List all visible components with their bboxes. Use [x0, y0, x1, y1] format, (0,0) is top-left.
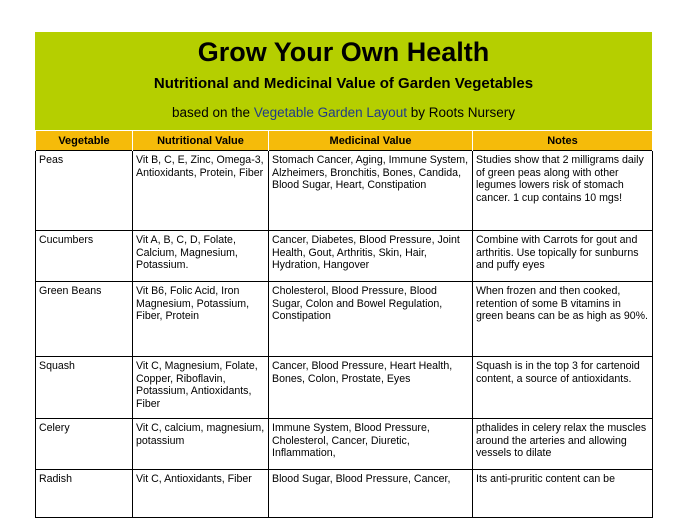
- nutritional-cell: Vit C, Antioxidants, Fiber: [133, 470, 269, 518]
- notes-cell: Squash is in the top 3 for cartenoid content, a source of antioxidants.: [473, 357, 653, 419]
- medicinal-cell: Immune System, Blood Pressure, Cholesterol, Cancer, Diuretic, Inflammation,: [269, 419, 473, 470]
- vegetable-cell: Cucumbers: [36, 231, 133, 282]
- table-row: [36, 470, 653, 518]
- vegetable-cell: Squash: [36, 357, 133, 419]
- vegetable-cell: Green Beans: [36, 282, 133, 357]
- header-banner: [35, 32, 652, 130]
- column-header-medicinal-value: Medicinal Value: [269, 131, 473, 151]
- byline-prefix: based on the: [172, 105, 254, 120]
- medicinal-cell: Blood Sugar, Blood Pressure, Cancer,: [269, 470, 473, 518]
- vegetable-cell: Radish: [36, 470, 133, 518]
- vegetable-cell: Celery: [36, 419, 133, 470]
- table-row: [36, 282, 653, 357]
- page-subtitle: Nutritional and Medicinal Value of Garden Vegetables: [153, 75, 534, 92]
- table-row: [36, 419, 653, 470]
- vegetable-garden-layout-link[interactable]: Vegetable Garden Layout: [253, 105, 407, 120]
- column-header-vegetable: Vegetable: [36, 131, 133, 151]
- notes-cell: When frozen and then cooked, retention of some B vitamins in green beans can be as high as 90%.: [473, 282, 653, 357]
- nutritional-cell: Vit A, B, C, D, Folate, Calcium, Magnesium, Potassium.: [133, 231, 269, 282]
- vegetable-table: [35, 131, 653, 518]
- table-row: [36, 357, 653, 419]
- page-title: Grow Your Own Health: [197, 37, 490, 67]
- medicinal-cell: Cancer, Diabetes, Blood Pressure, Joint Health, Gout, Arthritis, Skin, Hair, Hydration, Hangover: [269, 231, 473, 282]
- medicinal-cell: Stomach Cancer, Aging, Immune System, Alzheimers, Bronchitis, Bones, Candida, Blood Sugar, Heart, Constipation: [269, 151, 473, 231]
- nutritional-cell: Vit C, Magnesium, Folate, Copper, Riboflavin, Potassium, Antioxidants, Fiber: [133, 357, 269, 419]
- byline-suffix: by Roots Nursery: [406, 105, 515, 120]
- column-header-nutritional-value: Nutritional Value: [133, 131, 269, 151]
- notes-cell: Studies show that 2 milligrams daily of green peas along with other legumes lowers risk of stomach cancer. 1 cup contains 10 mgs!: [473, 151, 653, 231]
- column-header-notes: Notes: [473, 131, 653, 151]
- medicinal-cell: Cancer, Blood Pressure, Heart Health, Bones, Colon, Prostate, Eyes: [269, 357, 473, 419]
- byline: [35, 105, 652, 121]
- column-header-row: [36, 131, 653, 151]
- nutritional-cell: Vit C, calcium, magnesium, potassium: [133, 419, 269, 470]
- medicinal-cell: Cholesterol, Blood Pressure, Blood Sugar, Colon and Bowel Regulation, Constipation: [269, 282, 473, 357]
- notes-cell: Combine with Carrots for gout and arthritis. Use topically for sunburns and puffy eyes: [473, 231, 653, 282]
- notes-cell: pthalides in celery relax the muscles around the arteries and allowing vessels to dilate: [473, 419, 653, 470]
- nutritional-cell: Vit B6, Folic Acid, Iron Magnesium, Potassium, Fiber, Protein: [133, 282, 269, 357]
- notes-cell: Its anti-pruritic content can be: [473, 470, 653, 518]
- vegetable-cell: Peas: [36, 151, 133, 231]
- table-row: [36, 151, 653, 231]
- nutritional-cell: Vit B, C, E, Zinc, Omega-3, Antioxidants, Protein, Fiber: [133, 151, 269, 231]
- table-row: [36, 231, 653, 282]
